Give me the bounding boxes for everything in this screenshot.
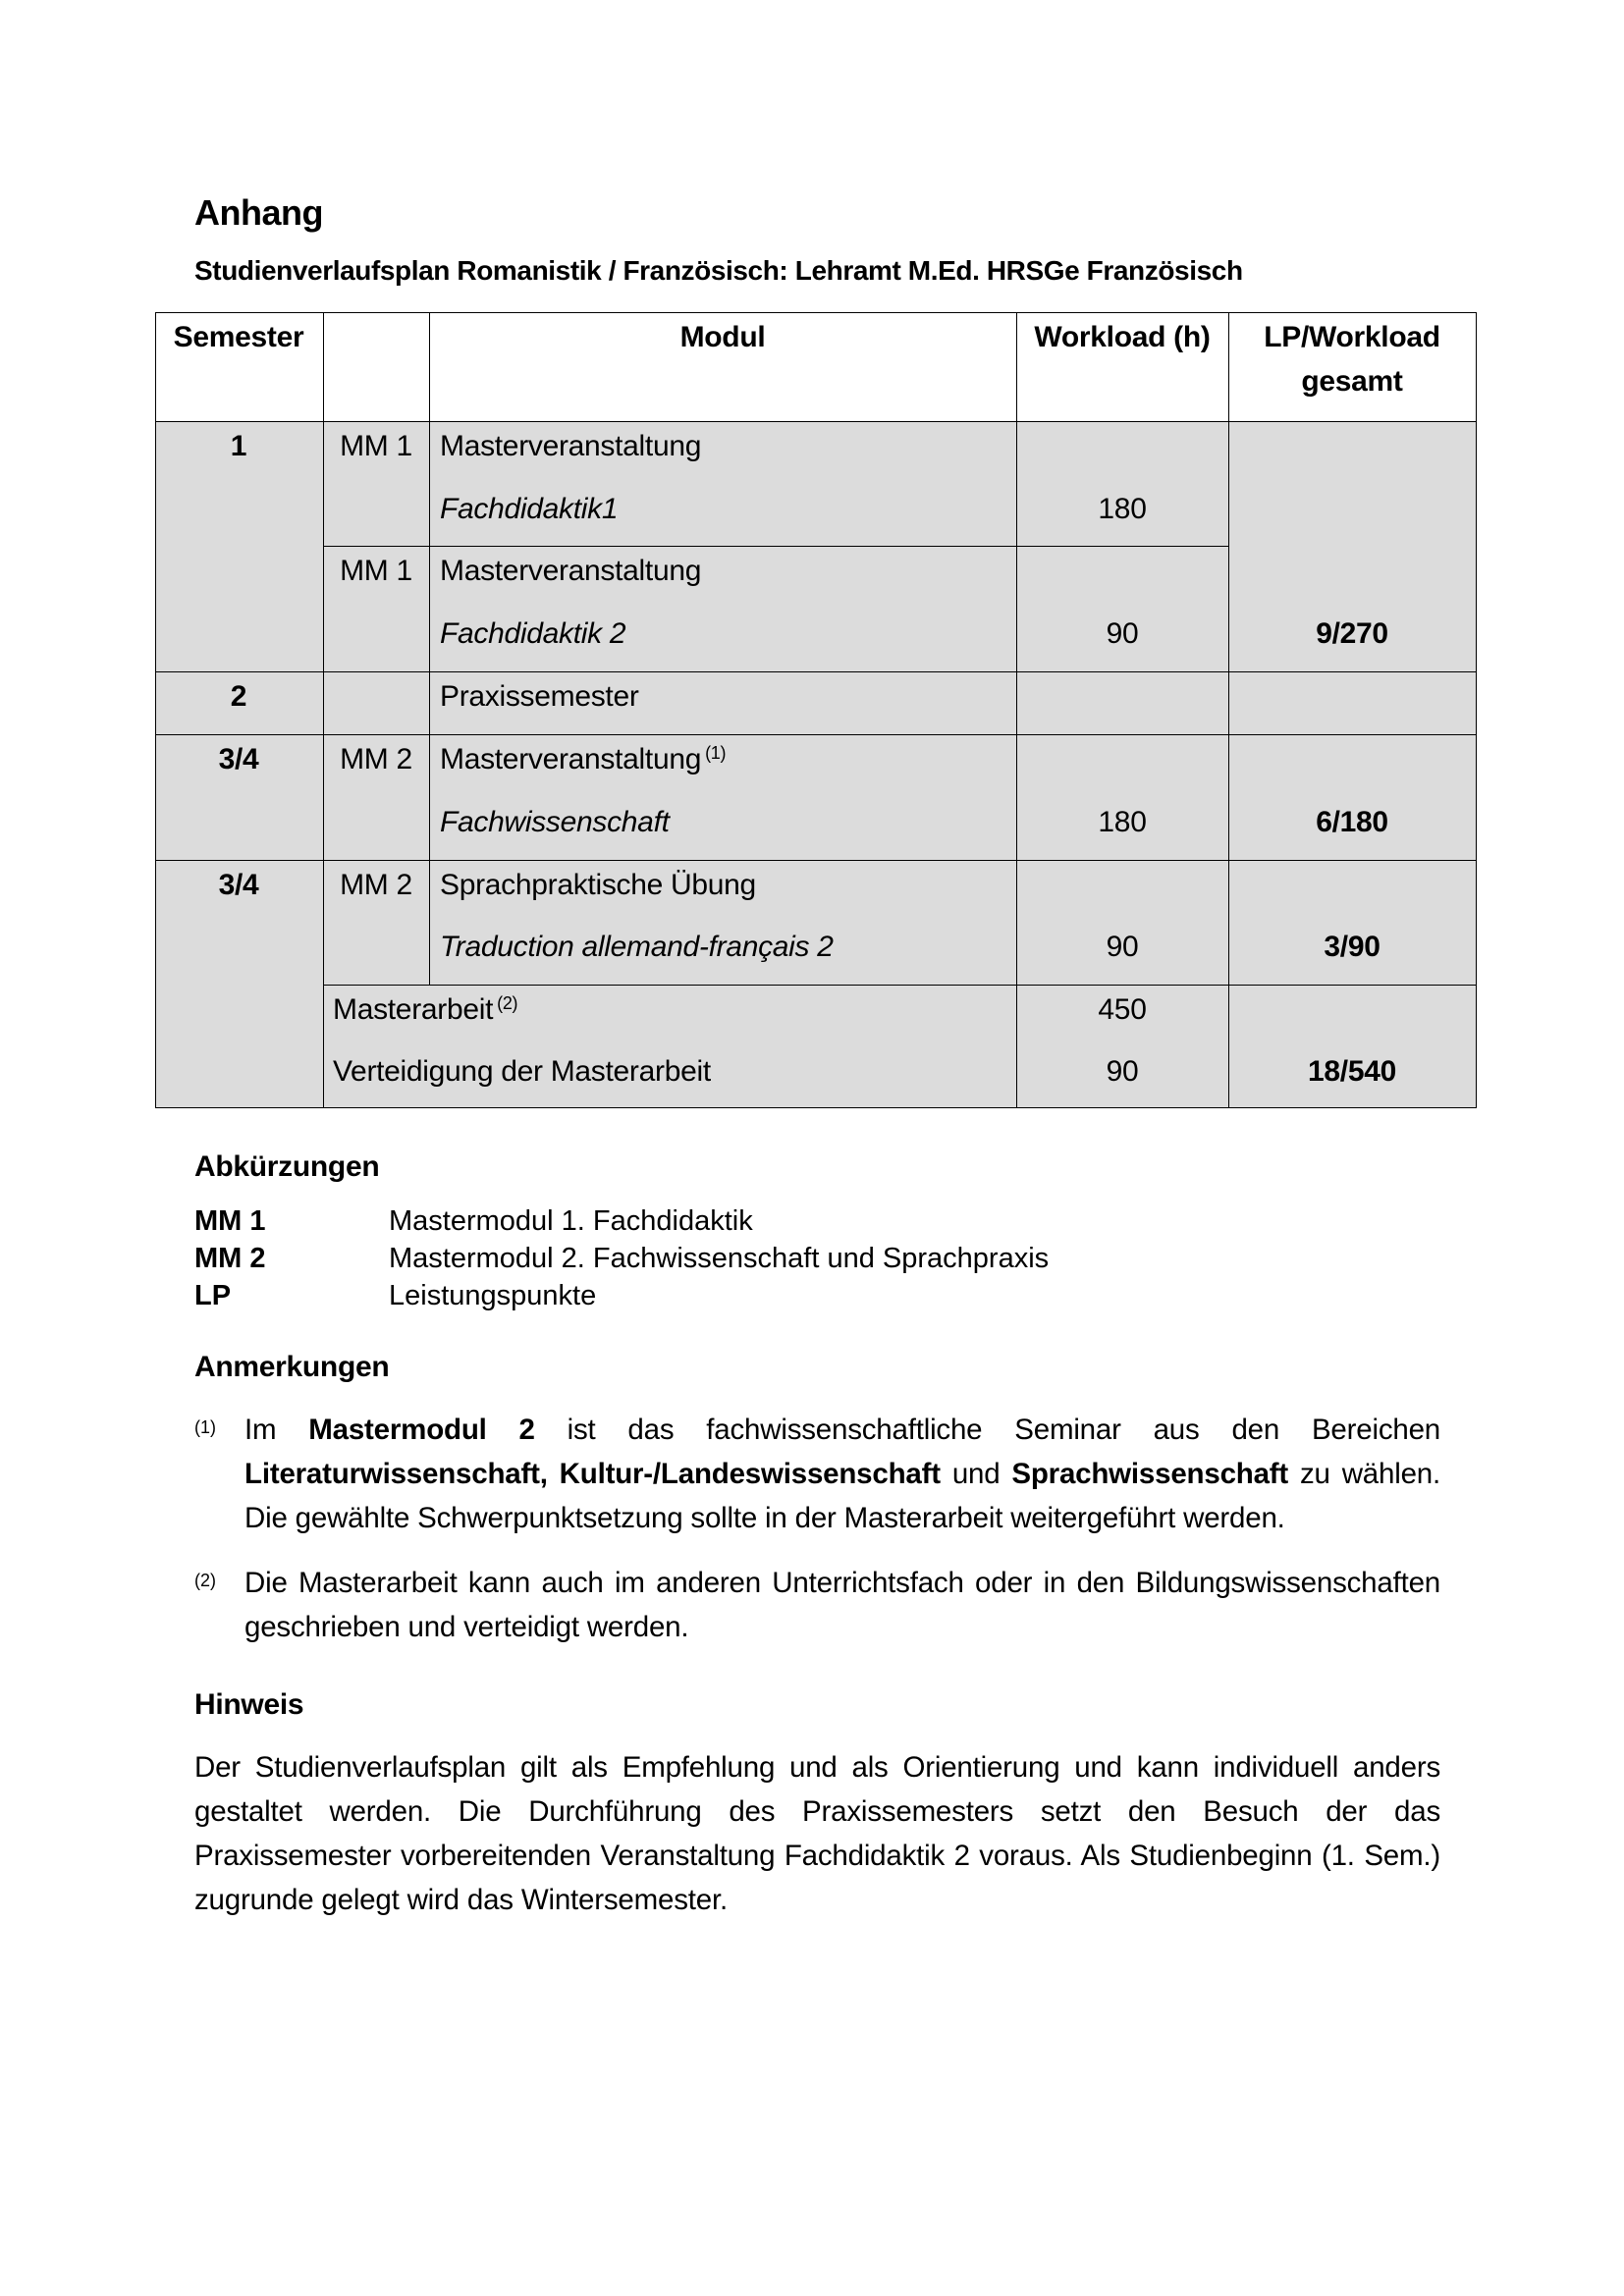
row4-sub: Traduction allemand-français 2 bbox=[440, 931, 834, 963]
row3-semester: 3/4 bbox=[218, 743, 259, 775]
row2-lp-cell bbox=[1228, 671, 1477, 734]
hint-text: Der Studienverlaufsplan gilt als Empfehlung und als Orientierung und kann individuell anders gestaltet werden. Die Durchführung des Praxissemesters setzt den Besuch der das Praxissemester vorbereitenden Veranstaltung Fachdidaktik 2 voraus. Als Studienbeginn (1. Sem.) zugrunde gelegt wird das Wintersemester. bbox=[194, 1751, 1440, 1916]
row2-code-cell bbox=[323, 671, 429, 734]
row2-title: Praxissemester bbox=[440, 680, 639, 713]
row2-workload-cell bbox=[1016, 671, 1228, 734]
abbreviations-heading: Abkürzungen bbox=[194, 1150, 380, 1183]
row4-title: Sprachpraktische Übung bbox=[440, 869, 756, 901]
page-heading: Anhang bbox=[194, 192, 323, 233]
row1a-workload-cell bbox=[1016, 421, 1228, 546]
table-title: Studienverlaufsplan Romanistik / Französisch: Lehramt M.Ed. HRSGe Französisch bbox=[194, 255, 1243, 286]
header-lp-line2: gesamt bbox=[1301, 365, 1403, 398]
row1b-title: Masterveranstaltung bbox=[440, 555, 702, 587]
row1a-sub: Fachdidaktik1 bbox=[440, 493, 619, 525]
abbr-key-mm2: MM 2 bbox=[194, 1243, 266, 1274]
row3-sub: Fachwissenschaft bbox=[440, 806, 670, 838]
row4-lp-cell bbox=[1228, 860, 1477, 985]
row5-workload2: 90 bbox=[1106, 1055, 1139, 1088]
row5-title2: Verteidigung der Masterarbeit bbox=[333, 1055, 711, 1088]
row3-lp: 6/180 bbox=[1316, 806, 1388, 838]
hint-heading: Hinweis bbox=[194, 1688, 304, 1721]
row4-code: MM 2 bbox=[340, 869, 412, 901]
row4-semester: 3/4 bbox=[218, 869, 259, 901]
note1-part1: Im bbox=[244, 1414, 277, 1446]
note1-part3: und bbox=[951, 1458, 1001, 1490]
row4-lp: 3/90 bbox=[1324, 931, 1380, 963]
row2-semester: 2 bbox=[230, 680, 247, 713]
abbr-key-mm1: MM 1 bbox=[194, 1205, 266, 1237]
row5-lp-cell bbox=[1228, 985, 1477, 1108]
row4-workload: 90 bbox=[1106, 931, 1139, 963]
note1-bold2: Literaturwissenschaft, Kultur-/Landeswissenschaft bbox=[244, 1458, 941, 1490]
row1b-sub: Fachdidaktik 2 bbox=[440, 617, 626, 650]
row3-code: MM 2 bbox=[340, 743, 412, 775]
row3-title: Masterveranstaltung bbox=[440, 743, 702, 775]
header-workload: Workload (h) bbox=[1034, 321, 1211, 353]
row1a-workload: 180 bbox=[1098, 493, 1147, 525]
abbr-value-mm1: Mastermodul 1. Fachdidaktik bbox=[389, 1205, 753, 1237]
row1-lp: 9/270 bbox=[1316, 617, 1388, 650]
header-semester: Semester bbox=[173, 321, 304, 353]
note1-marker: (1) bbox=[194, 1417, 216, 1437]
abbr-value-lp: Leistungspunkte bbox=[389, 1280, 597, 1311]
row3-title-line bbox=[440, 743, 726, 776]
row5-footnote-marker: (2) bbox=[497, 993, 518, 1013]
row1b-workload-cell bbox=[1016, 546, 1228, 671]
note2-marker: (2) bbox=[194, 1571, 216, 1590]
header-modul: Modul bbox=[679, 321, 766, 353]
row3-lp-cell bbox=[1228, 734, 1477, 860]
note1-bold3: Sprachwissenschaft bbox=[1011, 1458, 1289, 1490]
note1-bold1: Mastermodul 2 bbox=[308, 1414, 535, 1446]
note1-part4: zu wählen. Die gewählte Schwerpunktsetzung sollte in der Masterarbeit weitergeführt werden. bbox=[244, 1458, 1440, 1534]
row1a-title: Masterveranstaltung bbox=[440, 430, 702, 462]
row5-title-line bbox=[333, 993, 517, 1027]
header-lp-line1: LP/Workload bbox=[1264, 321, 1440, 353]
row4-workload-cell bbox=[1016, 860, 1228, 985]
row5-workload: 450 bbox=[1098, 993, 1147, 1026]
row3-footnote-marker: (1) bbox=[705, 743, 727, 763]
note2-text: Die Masterarbeit kann auch im anderen Unterrichtsfach oder in den Bildungswissenschaften geschrieben und verteidigt werden. bbox=[244, 1567, 1440, 1643]
row1a-code: MM 1 bbox=[340, 430, 412, 462]
header-cell-code bbox=[323, 312, 429, 421]
row1-semester: 1 bbox=[230, 430, 247, 462]
abbr-key-lp: LP bbox=[194, 1280, 232, 1311]
abbr-value-mm2: Mastermodul 2. Fachwissenschaft und Sprachpraxis bbox=[389, 1243, 1050, 1274]
row3-workload-cell bbox=[1016, 734, 1228, 860]
row1b-code: MM 1 bbox=[340, 555, 412, 587]
note1-text bbox=[244, 1408, 1440, 1540]
remarks-heading: Anmerkungen bbox=[194, 1351, 390, 1383]
note1-part2: ist das fachwissenschaftliche Seminar aus den Bereichen bbox=[567, 1414, 1440, 1446]
row3-workload: 180 bbox=[1098, 806, 1147, 838]
row5-lp: 18/540 bbox=[1308, 1055, 1396, 1088]
study-plan-table bbox=[155, 312, 1477, 1108]
row5-title: Masterarbeit bbox=[333, 993, 494, 1026]
row1b-workload: 90 bbox=[1106, 617, 1139, 650]
